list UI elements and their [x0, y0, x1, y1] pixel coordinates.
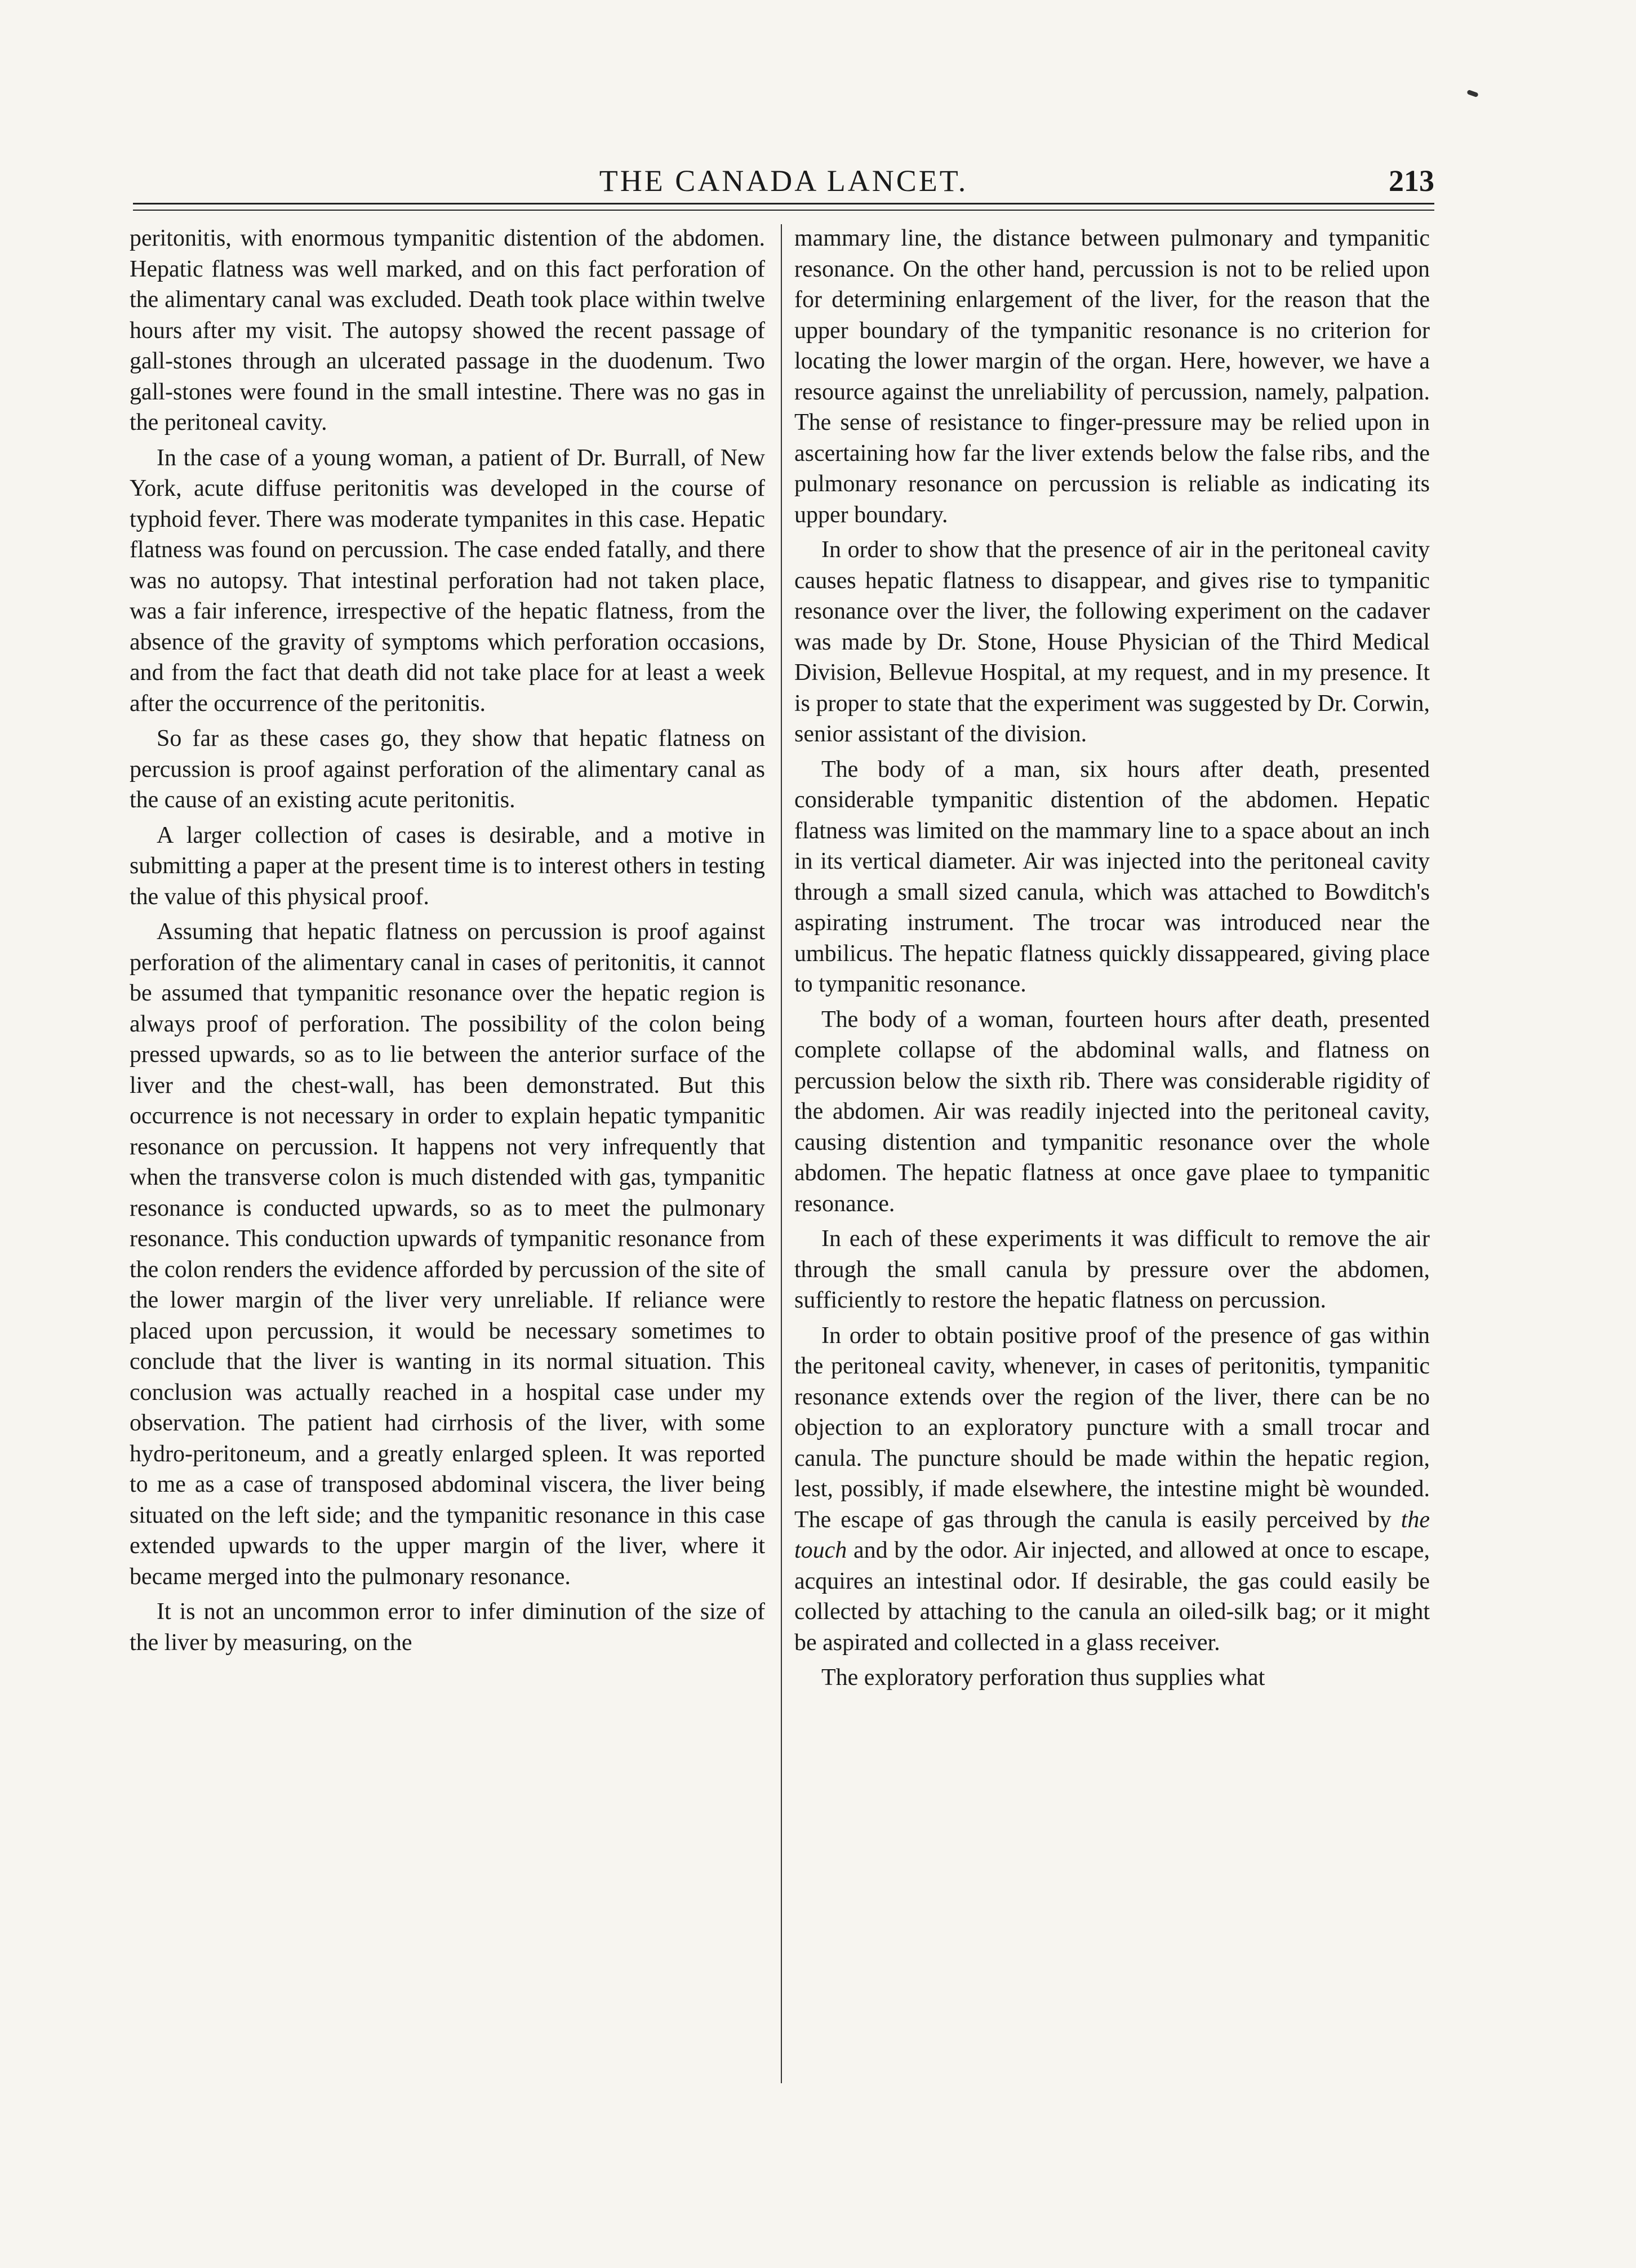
ink-speck — [1466, 90, 1479, 97]
paragraph: peritonitis, with enormous tympanitic distention of the abdomen. Hepatic flatness was well marked, and on this fact perforation of the alimentary canal was excluded. Death took place within twelve hours after my visit. The autopsy showed the recent passage of gall-stones through an ulcerated passage in the duodenum. Two gall-stones were found in the small intestine. There was no gas in the peritoneal cavity. — [130, 225, 765, 435]
page-number: 213 — [1389, 164, 1434, 198]
paragraph: It is not an uncommon error to infer diminution of the size of the liver by measuring, on the — [130, 1599, 765, 1656]
header-rule-thin — [133, 210, 1434, 211]
paragraph: So far as these cases go, they show that hepatic flatness on percussion is proof against perforation of the alimentary canal as the cause of an existing acute peritonitis. — [130, 726, 765, 813]
paragraph: In order to show that the presence of air in the peritoneal cavity causes hepatic flatness to disappear, and gives rise to tympanitic resonance over the liver, the following experiment on the cadaver was made by Dr. Stone, House Physician of the Third Medical Division, Bellevue Hospital, at my request, and in my presence. It is proper to state that the experiment was suggested by Dr. Corwin, senior assistant of the division. — [794, 537, 1430, 747]
paragraph: The body of a man, six hours after death, presented considerable tympanitic distention of the abdomen. Hepatic flatness was limited on the mammary line to a space about an inch in its vertical diameter. Air was injected into the peritoneal cavity through a small sized canula, which was attached to Bowditch's aspirating instrument. The trocar was introduced near the umbilicus. The hepatic flatness quickly dissappeared, giving place to tympanitic resonance. — [794, 756, 1430, 997]
italic-phrase: the touch — [794, 1506, 1430, 1563]
column-divider — [781, 224, 782, 2083]
paragraph-text: and by the odor. Air injected, and allowed at once to escape, acquires an intestinal odor. If desirable, the gas could easily be collected by attaching to the canula an oiled-silk bag; or it might be aspirated and collected in a glass receiver. — [794, 1537, 1430, 1656]
paragraph: The body of a woman, fourteen hours after death, presented complete collapse of the abdominal walls, and flatness on percussion below the sixth rib. There was considerable rigidity of the abdomen. Air was readily injected into the peritoneal cavity, causing distention and tympanitic resonance over the whole abdomen. The hepatic flatness at once gave plaee to tympanitic resonance. — [794, 1006, 1430, 1217]
paragraph: A larger collection of cases is desirable, and a motive in submitting a paper at the present time is to interest others in testing the value of this physical proof. — [130, 822, 765, 910]
paragraph: The exploratory perforation thus supplies what — [821, 1665, 1265, 1691]
left-column — [130, 223, 765, 2093]
paragraph: In the case of a young woman, a patient of Dr. Burrall, of New York, acute diffuse peritonitis was developed in the course of typhoid fever. There was moderate tympanites in this case. Hepatic flatness was found on percussion. The case ended fatally, and there was no autopsy. That intestinal perforation had not taken place, was a fair inference, irrespective of the hepatic flatness, from the absence of the gravity of symptoms which perforation occasions, and from the fact that death did not take place for at least a week after the occurrence of the peritonitis. — [130, 444, 765, 717]
paragraph: In each of these experiments it was difficult to remove the air through the small canula by pressure over the abdomen, sufficiently to restore the hepatic flatness on percussion. — [794, 1226, 1430, 1313]
paragraph-text: In order to obtain positive proof of the presence of gas within the peritoneal cavity, whenever, in cases of peritonitis, tympanitic resonance extends over the region of the liver, there can be no objection to an exploratory puncture with a small trocar and canula. The puncture should be made within the hepatic region, lest, possibly, if made elsewhere, the intestine might bè wounded. The escape of gas through the canula is easily perceived by — [794, 1322, 1430, 1533]
paragraph: Assuming that hepatic flatness on percussion is proof against perforation of the alimentary canal in cases of peritonitis, it cannot be assumed that tympanitic resonance over the hepatic region is always proof of perforation. The possibility of the colon being pressed upwards, so as to lie between the anterior surface of the liver and the chest-wall, has been demonstrated. But this occurrence is not necessary in order to explain hepatic tympanitic resonance on percussion. It happens not very infrequently that when the transverse colon is much distended with gas, tympanitic resonance is conducted upwards, so as to meet the pulmonary resonance. This conduction upwards of tympanitic resonance from the colon renders the evidence afforded by percussion of the site of the lower margin of the liver very unreliable. If reliance were placed upon percussion, it would be necessary sometimes to conclude that the liver is wanting in its normal situation. This conclusion was actually reached in a hospital case under my observation. The patient had cirrhosis of the liver, with some hydro-peritoneum, and a greatly enlarged spleen. It was reported to me as a case of transposed abdominal viscera, the liver being situated on the left side; and the tympanitic resonance in this case extended upwards to the upper margin of the liver, where it became merged into the pulmonary resonance. — [130, 919, 765, 1590]
running-title: THE CANADA LANCET. — [599, 164, 968, 198]
paragraph — [794, 1320, 1430, 1663]
paragraph: mammary line, the distance between pulmonary and tympanitic resonance. On the other hand, percussion is not to be relied upon for determining enlargement of the liver, for the reason that the upper boundary of the tympanitic resonance is no criterion for locating the lower margin of the organ. Here, however, we have a resource against the unreliability of percussion, namely, palpation. The sense of resistance to finger-pressure may be relied upon in ascertaining how far the liver extends below the false ribs, and the pulmonary resonance on percussion is reliable as indicating its upper boundary. — [794, 225, 1430, 528]
right-column — [794, 223, 1430, 2093]
header-rule — [133, 203, 1434, 204]
